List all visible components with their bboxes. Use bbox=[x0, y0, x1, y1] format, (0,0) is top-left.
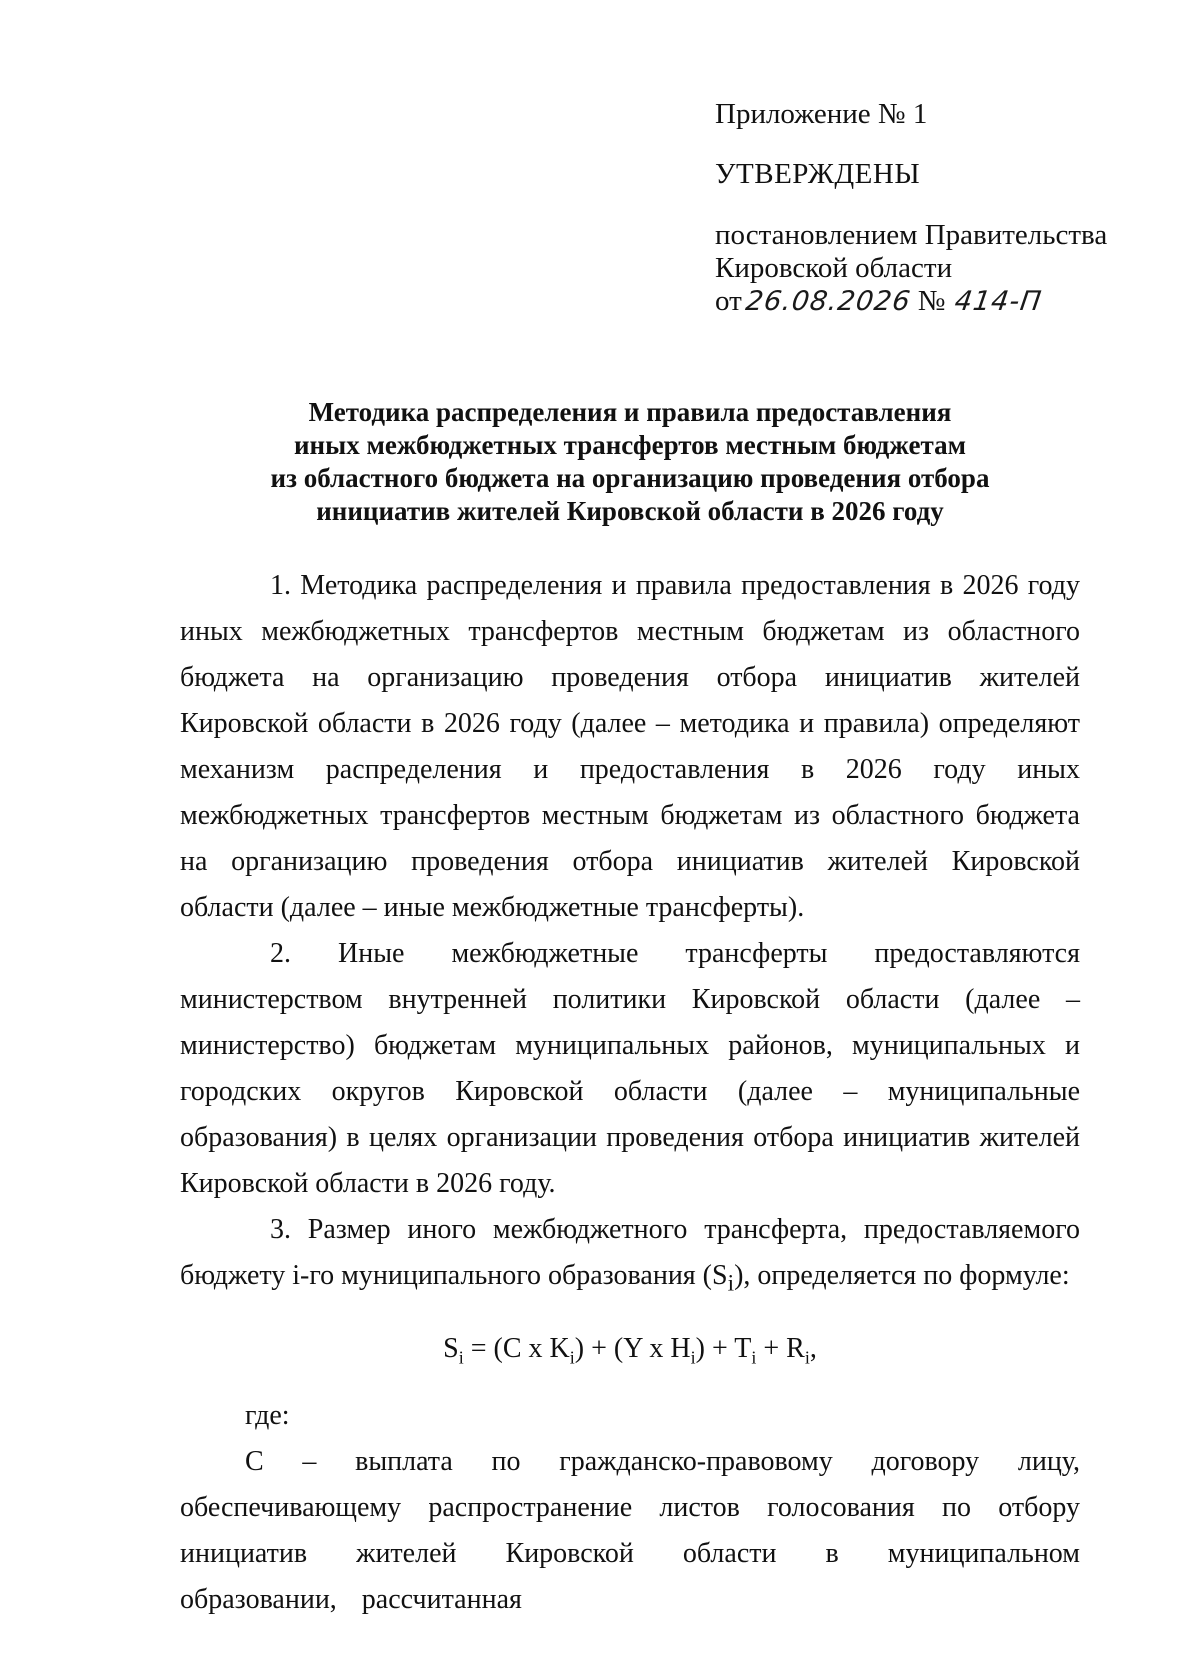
formula-part-1: = (C x K bbox=[463, 1332, 570, 1364]
document-title bbox=[180, 396, 1080, 528]
title-line-1: Методика распределения и правила предоставления bbox=[308, 397, 952, 427]
formula-part-5: , bbox=[809, 1332, 817, 1364]
where-label: где: bbox=[245, 1400, 290, 1432]
resolution-line-2: Кировской области bbox=[715, 252, 953, 284]
title-line-3: из областного бюджета на организацию проведения отбора bbox=[270, 463, 990, 493]
paragraph-3-end: ), определяется по формуле: bbox=[734, 1260, 1070, 1291]
formula-t-sub: i bbox=[751, 1347, 757, 1368]
formula-h-sub: i bbox=[690, 1347, 696, 1368]
formula-s: S bbox=[443, 1332, 459, 1364]
formula-k-sub: i bbox=[569, 1347, 575, 1368]
title-line-2: иных межбюджетных трансфертов местным бюджетам bbox=[294, 430, 966, 460]
definition-c: С – выплата по гражданско-правовому договору лицу, обеспечивающему распространение листов голосования по отбору инициатив жителей Кировской области в муниципальном образовании, рассчитанная bbox=[180, 1446, 1080, 1616]
paragraph-1: 1. Методика распределения и правила предоставления в 2026 году иных межбюджетных трансфертов местным бюджетам из областного бюджета на организацию проведения отбора инициатив жителей Кировской области в 2026 году (далее – методика и правила) определяют механизм распределения и предоставления в 2026 году иных межбюджетных трансфертов местным бюджетам из областного бюджета на организацию проведения отбора инициатив жителей Кировской области (далее – иные межбюджетные трансферты). bbox=[180, 570, 1080, 923]
approval-block bbox=[715, 98, 1135, 318]
formula-part-4: + R bbox=[756, 1332, 805, 1364]
formula-part-3: ) + T bbox=[695, 1332, 752, 1364]
formula-r-sub: i bbox=[804, 1347, 810, 1368]
attachment-label: Приложение № 1 bbox=[715, 98, 928, 130]
paragraph-3-subscript: i bbox=[727, 1270, 735, 1297]
paragraph-2: 2. Иные межбюджетные трансферты предоставляются министерством внутренней политики Кировской области (далее – министерство) бюджетам муниципальных районов, муниципальных и городских округов Кировской области (далее – муниципальные образования) в целях организации проведения отбора инициатив жителей Кировской области в 2026 году. bbox=[180, 938, 1080, 1199]
number-sign: № bbox=[917, 285, 946, 317]
handwritten-date: 26.08.2026 bbox=[743, 286, 913, 317]
formula-part-2: ) + (Y x H bbox=[574, 1332, 691, 1364]
handwritten-number: 414-П bbox=[953, 286, 1045, 317]
document-body bbox=[180, 563, 1080, 1623]
formula bbox=[180, 1329, 1080, 1378]
approved-label: УТВЕРЖДЕНЫ bbox=[715, 158, 921, 190]
date-prefix: от bbox=[715, 285, 742, 317]
paragraph-3 bbox=[180, 1207, 1080, 1307]
resolution-date-line bbox=[715, 285, 1135, 318]
formula-s-sub: i bbox=[458, 1347, 464, 1368]
paragraph-3-start: 3. Размер иного межбюджетного трансферта, предоставляемого бюджету i-го муниципального образования (S bbox=[180, 1214, 1080, 1291]
resolution-line-1: постановлением Правительства bbox=[715, 219, 1108, 251]
title-line-4: инициатив жителей Кировской области в 2026 году bbox=[316, 496, 944, 526]
